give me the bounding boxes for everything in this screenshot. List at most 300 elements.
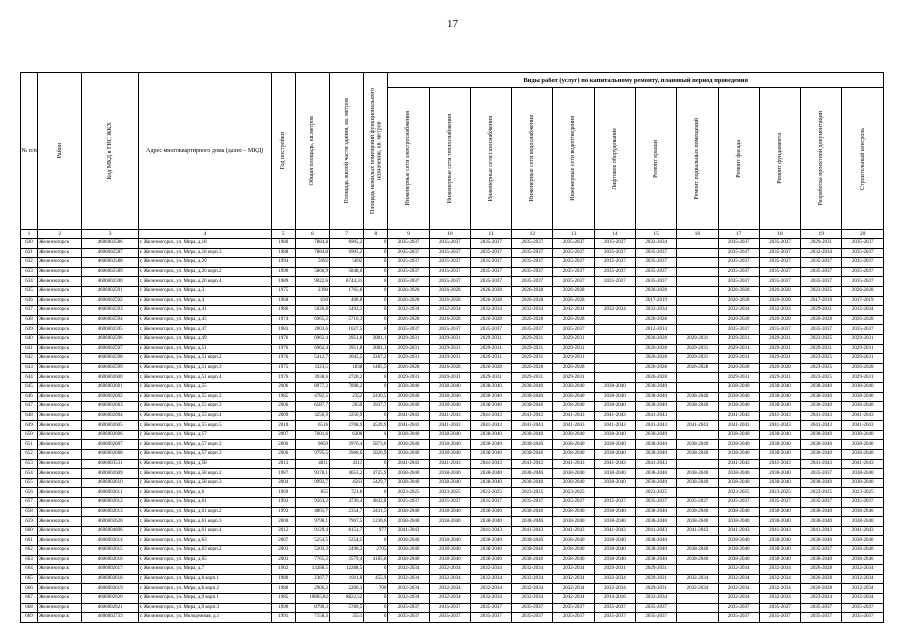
page-number: 17 [447,18,458,30]
table-cell: 653 [21,459,38,469]
table-row [21,325,884,335]
table-cell: 4606002611 [82,488,138,498]
table-cell: 2032-2034 [553,593,594,603]
table-cell: 1993 [271,498,295,508]
header-nonliving-area: Площадь нежилых помещений функционального назначения, кв. метров [364,73,388,230]
table-cell: 2035-2037 [801,469,842,479]
table-cell: 2026-2028 [759,296,800,306]
table-cell: Железногорск [38,469,82,479]
table-cell: 855 [295,488,329,498]
header-work-6: Лифтовое оборудование [594,88,635,230]
table-cell: 0 [364,430,388,440]
table-cell: г. Железногорск, ул. Мира, д.57 [138,430,271,440]
table-cell: 2035-2037 [718,248,759,258]
table-cell: г. Железногорск, ул. Мира, д.18 корп.3 [138,248,271,258]
table-cell: 2029-2031 [759,334,800,344]
table-cell: г. Железногорск, ул. Мира, д.63 корп.2 [138,546,271,556]
table-cell: 2038-2040 [718,536,759,546]
table-cell: Железногорск [38,248,82,258]
table-row [21,248,884,258]
table-row [21,296,884,306]
table-cell: 0 [364,459,388,469]
table-cell: 2038-2040 [553,517,594,527]
table-cell: 2038-2040 [388,478,429,488]
table-cell [677,277,718,287]
table-cell: 4606002626 [82,517,138,527]
table-cell: 2035-2037 [801,546,842,556]
table-cell: г. Железногорск, ул. Мира, д.51 корп.3 [138,363,271,373]
table-cell: 2026-2028 [388,363,429,373]
table-cell: 2038-2040 [759,478,800,488]
table-cell: 2038-2040 [388,392,429,402]
table-cell: 2032-2034 [718,574,759,584]
table-cell: 2035-2037 [718,267,759,277]
table-cell: 2038-2040 [677,469,718,479]
header-work-9: Ремонт фасада [718,88,759,230]
table-cell: 2026-2028 [636,363,677,373]
table-cell: Железногорск [38,344,82,354]
table-cell: 2032-2034 [470,593,511,603]
table-cell: 2035-2037 [388,613,429,623]
table-cell: г. Железногорск, ул. Мира, д.61 [138,498,271,508]
table-cell: 2032-2034 [429,565,470,575]
table-row [21,402,884,412]
table-cell: 2032-2034 [594,574,635,584]
table-cell: 2038-2040 [594,450,635,460]
table-cell: 652 [21,450,38,460]
table-cell: 639 [21,325,38,335]
table-cell: 2038-2040 [677,402,718,412]
table-cell: 2029-2031 [594,565,635,575]
table-cell: 2038-2040 [842,469,884,479]
table-cell: 2206,3 [330,584,364,594]
table-cell: 2038-2040 [388,555,429,565]
table-cell: 637 [21,306,38,316]
table-cell: 2041-2043 [594,411,635,421]
table-cell: 667 [21,593,38,603]
table-cell: 2041-2043 [718,411,759,421]
table-cell: Железногорск [38,536,82,546]
table-cell: 4606002602 [82,392,138,402]
table-cell: 2038-2040 [801,382,842,392]
column-number: 20 [842,230,884,239]
table-cell: 2035-2037 [470,603,511,613]
table-cell: 0 [364,315,388,325]
table-cell: 4606002616 [82,555,138,565]
table-cell: 2029-2031 [512,334,553,344]
table-cell: г. Железногорск, ул. Мира, д.20 корп.4 [138,277,271,287]
table-cell: 2029-2031 [553,334,594,344]
table-cell [677,373,718,383]
table-cell: 4606002587 [82,248,138,258]
table-cell: 2026-2028 [801,565,842,575]
table-cell: 2038-2040 [842,430,884,440]
table-cell: 2038-2040 [759,469,800,479]
table-cell: г. Железногорск, ул. Мира, д.55 корп.5 [138,421,271,431]
table-cell: 2026-2028 [718,363,759,373]
table-cell: 2026-2028 [553,315,594,325]
table-cell: 4606002605 [82,421,138,431]
table-cell: 2354,7 [330,507,364,517]
table-cell: 2029-2031 [553,344,594,354]
table-cell: 2035-2037 [718,613,759,623]
table-row [21,286,884,296]
table-cell: 6962,4 [295,334,329,344]
table-cell: 2012 [271,526,295,536]
table-cell: 2026-2028 [512,363,553,373]
table-cell: г. Железногорск, ул. Мира, д.57 корп.3 [138,450,271,460]
table-cell: 2035-2037 [429,277,470,287]
table-cell: Железногорск [38,411,82,421]
table-cell: 646 [21,392,38,402]
table-cell: 2035-2037 [470,248,511,258]
table-cell: Железногорск [38,239,82,249]
table-cell: 8822,52 [330,593,364,603]
capital-repair-table [20,72,884,623]
table-cell: 2035-2037 [842,248,884,258]
table-cell [594,334,635,344]
table-cell: 2032-2034 [553,306,594,316]
table-cell: 2035-2037 [512,258,553,268]
table-cell: 2431,5 [364,507,388,517]
table-cell: 2026-2028 [718,286,759,296]
table-cell: 2035-2037 [388,258,429,268]
table-cell: 13288,5 [295,565,329,575]
table-cell: 1485,5 [364,363,388,373]
table-cell: 4606002618 [82,574,138,584]
table-cell: 2035-2037 [842,277,884,287]
table-cell: 2038-2040 [842,546,884,556]
table-cell: 662 [21,546,38,556]
table-cell: 2003,6 [295,325,329,335]
table-cell [594,344,635,354]
table-cell: г. Железногорск, ул. Мира, д.3 [138,286,271,296]
table-cell: 2032-2034 [842,565,884,575]
table-cell: 2041-2043 [759,421,800,431]
table-cell: 2035-2037 [718,498,759,508]
table-cell: 2038-2040 [636,382,677,392]
table-cell: 630 [21,239,38,249]
column-number: 13 [553,230,594,239]
table-cell: 2029-2031 [842,354,884,364]
table-cell: 2029-2031 [677,344,718,354]
table-cell: 4606002604 [82,411,138,421]
table-cell: 2038-2040 [594,469,635,479]
table-cell: 3081,1 [364,334,388,344]
table-cell: 1990 [271,603,295,613]
table-cell: 2041-2043 [470,411,511,421]
table-cell: Железногорск [38,498,82,508]
table-cell: 2035-2037 [470,267,511,277]
table-cell: 0 [364,296,388,306]
table-cell: 2038-2040 [842,392,884,402]
table-cell: 2041-2043 [594,421,635,431]
table-cell: 7967,5 [330,517,364,527]
table-cell: 1968 [271,296,295,306]
table-cell: 663 [21,555,38,565]
table-cell: 2035-2037 [801,613,842,623]
column-number: 3 [82,230,138,239]
table-cell: 2035-2037 [512,498,553,508]
table-cell: 5203,3 [295,546,329,556]
table-cell: 4606002612 [82,498,138,508]
table-cell: 2035-2037 [594,267,635,277]
table-cell: 7884,8 [295,248,329,258]
table-cell: 2038-2040 [801,517,842,527]
column-number: 7 [330,230,364,239]
table-cell: Железногорск [38,574,82,584]
table-row [21,478,884,488]
table-cell: 2035-2037 [388,267,429,277]
table-cell: 2029-2031 [470,354,511,364]
table-cell: 2026-2028 [759,315,800,325]
table-cell: г. Железногорск, ул. Мира, д.61 корп.4 [138,526,271,536]
table-cell: 645 [21,382,38,392]
table-cell: 2035-2037 [594,498,635,508]
table-cell: 5716,3 [330,315,364,325]
table-cell: 2035-2037 [759,498,800,508]
table-cell: 649 [21,421,38,431]
table-cell: 2041-2043 [429,459,470,469]
table-cell: 2038-2040 [677,555,718,565]
table-cell: 2026-2028 [429,286,470,296]
table-cell: 2035-2037 [512,613,553,623]
table-cell: 659 [21,517,38,527]
table-row [21,584,884,594]
table-cell: 0 [364,593,388,603]
table-cell: 2038-2040 [677,392,718,402]
table-cell: 2038-2040 [553,430,594,440]
table-cell: 3250,9 [330,411,364,421]
table-cell: 2038-2040 [759,507,800,517]
table-cell: 2035-2037 [388,603,429,613]
table-cell: 3968,6 [330,450,364,460]
table-cell: 2023-2024 [801,593,842,603]
table-cell: 2029-2031 [636,565,677,575]
table-cell: 2038-2040 [388,546,429,556]
table-cell: 633 [21,267,38,277]
table-cell: 2038-2040 [512,440,553,450]
table-cell: 2038-2040 [801,440,842,450]
table-cell: Железногорск [38,546,82,556]
table-cell: 2038-2040 [388,402,429,412]
table-cell: 2029-2031 [759,344,800,354]
table-cell: 2041-2043 [512,421,553,431]
table-cell: 2041-2043 [636,421,677,431]
table-cell: 2038-2040 [553,546,594,556]
table-cell: 2038-2040 [594,555,635,565]
table-cell: 0 [364,248,388,258]
table-row [21,392,884,402]
table-cell: 4606002598 [82,354,138,364]
header-work-1: Инженерные сети электроснабжения [388,88,429,230]
table-cell: 9378,1 [295,469,329,479]
table-cell: 2035-2037 [388,498,429,508]
header-work-2: Инженерные сети теплоснабжения [429,88,470,230]
table-cell: 2035-2037 [801,267,842,277]
table-row [21,344,884,354]
table-cell: 2035-2037 [429,258,470,268]
table-cell: 2035-2037 [718,277,759,287]
table-cell: 2023-2025 [636,488,677,498]
table-cell: 2038-2040 [512,430,553,440]
table-cell: Железногорск [38,392,82,402]
table-cell: 2026-2028 [677,363,718,373]
table-cell: 4606004896 [82,526,138,536]
table-cell: 2026-2028 [636,344,677,354]
table-cell: 7601,6 [295,430,329,440]
table-cell: 0 [364,382,388,392]
table-cell: 1991 [271,613,295,623]
table-cell: 1980 [271,239,295,249]
table-cell: Железногорск [38,488,82,498]
table-cell: 2041-2043 [594,526,635,536]
table-cell: 4811 [295,459,329,469]
table-cell: 2038-2040 [429,478,470,488]
table-cell: г. Железногорск, ул. Мира, д.65 [138,555,271,565]
header-work-7: Ремонт крыши [636,88,677,230]
table-cell: 2038-2040 [512,555,553,565]
table-cell: 1994 [271,258,295,268]
table-cell: 2032-2034 [429,584,470,594]
table-cell: 2720,2 [330,373,364,383]
table-cell: 2038-2040 [429,430,470,440]
table-cell: 2029-2031 [429,344,470,354]
table-cell: 2035-2037 [470,613,511,623]
table-cell: 4606002617 [82,565,138,575]
table-cell: 2041-2043 [759,411,800,421]
table-cell: Железногорск [38,286,82,296]
table-cell: 2035-2037 [759,267,800,277]
table-cell: 2038-2040 [718,392,759,402]
table-cell: 2038-2040 [759,392,800,402]
table-row [21,459,884,469]
table-cell: 2035-2037 [512,239,553,249]
table-cell: 2029-2031 [842,373,884,383]
table-cell: 2026-2028 [842,315,884,325]
table-cell [594,325,635,335]
table-cell: 2029-2031 [842,344,884,354]
table-row [21,555,884,565]
table-cell: 2032-2034 [677,584,718,594]
table-cell: 2038-2040 [429,402,470,412]
table-cell: г. Железногорск, ул. Мира, д.20 [138,258,271,268]
table-cell: 2038-2040 [718,555,759,565]
column-number: 9 [388,230,429,239]
table-cell [677,459,718,469]
table-cell: 2038-2040 [553,440,594,450]
table-cell: 2038-2040 [553,507,594,517]
table-cell: 3937,7 [364,402,388,412]
header-total-area: Общая площадь, кв.метров [295,73,329,230]
table-cell: 2035-2037 [759,603,800,613]
table-cell: 2023-2025 [553,488,594,498]
table-cell [429,526,470,536]
table-cell: 0 [364,277,388,287]
table-cell: 2032-2034 [594,584,635,594]
table-cell: 2023-2025 [759,488,800,498]
table-cell: 4606002621 [82,603,138,613]
table-cell: 2035-2037 [594,258,635,268]
table-cell: 2026-2028 [842,363,884,373]
table-cell: 1983 [271,325,295,335]
table-cell: 2708,9 [330,421,364,431]
table-cell: 2032-2034 [553,574,594,584]
table-row [21,507,884,517]
table-cell: 2026-2028 [553,286,594,296]
table-cell: 4801,7 [295,507,329,517]
table-cell: 2029-2031 [718,334,759,344]
table-cell: 2026-2028 [388,315,429,325]
table-cell: 2026-2028 [801,584,842,594]
table-cell: г. Железногорск, ул. Мира, д.58 корп.2 [138,469,271,479]
header-works-title: Виды работ (услуг) по капитальному ремонту, плановый период проведения [388,73,884,88]
table-row [21,574,884,584]
table-cell: 631 [21,248,38,258]
table-cell: 9022,6 [295,277,329,287]
table-cell: 2032-2034 [759,584,800,594]
table-cell: Железногорск [38,613,82,623]
table-cell: 2038-2040 [470,507,511,517]
table-cell: Железногорск [38,267,82,277]
table-cell: Железногорск [38,526,82,536]
table-cell [594,363,635,373]
table-cell: Железногорск [38,565,82,575]
table-cell: 2006 [271,440,295,450]
table-cell: 2023-2025 [512,488,553,498]
table-cell: г. Железногорск, ул. Мира, д.61 корп.3 [138,517,271,527]
table-cell: 2038-2040 [512,382,553,392]
table-cell: 1989 [271,277,295,287]
table-cell: 2035-2037 [429,498,470,508]
table-cell: 4606002588 [82,258,138,268]
table-cell: 2035-2037 [594,248,635,258]
table-cell: 2029-2031 [677,354,718,364]
table-cell: 2026-2028 [512,286,553,296]
table-cell: 2038-2040 [470,402,511,412]
table-cell: 4606002620 [82,593,138,603]
table-cell: 2035-2037 [759,239,800,249]
table-cell: 2038-2040 [429,440,470,450]
table-cell: 2705 [364,546,388,556]
table-cell: 2041-2043 [759,526,800,536]
table-cell: 1975 [271,363,295,373]
table-cell: 2041-2043 [512,526,553,536]
table-cell: 6587,7 [295,402,329,412]
table-cell [677,411,718,421]
table-cell: 6516 [295,421,329,431]
table-cell: 2038-2040 [553,450,594,460]
table-cell: 5848,6 [330,267,364,277]
table-cell: 2026-2028 [429,315,470,325]
table-cell: 2035-2037 [594,277,635,287]
table-cell: 2023-2025 [801,334,842,344]
table-cell: 5254,5 [295,536,329,546]
table-cell: 4606002609 [82,469,138,479]
table-cell: 2006 [271,450,295,460]
table-cell: 2041-2043 [801,411,842,421]
table-cell: 4606003531 [82,459,138,469]
table-cell: г. Железногорск, ул. Мира, д.63 [138,536,271,546]
table-cell: 2032-2034 [842,593,884,603]
table-cell: 4832,8 [364,498,388,508]
table-cell: 2026-2028 [718,296,759,306]
table-cell: 2041-2043 [801,421,842,431]
table-cell: 9795,5 [295,450,329,460]
table-cell: 642 [21,354,38,364]
table-cell: Железногорск [38,593,82,603]
table-cell: 1976 [271,354,295,364]
